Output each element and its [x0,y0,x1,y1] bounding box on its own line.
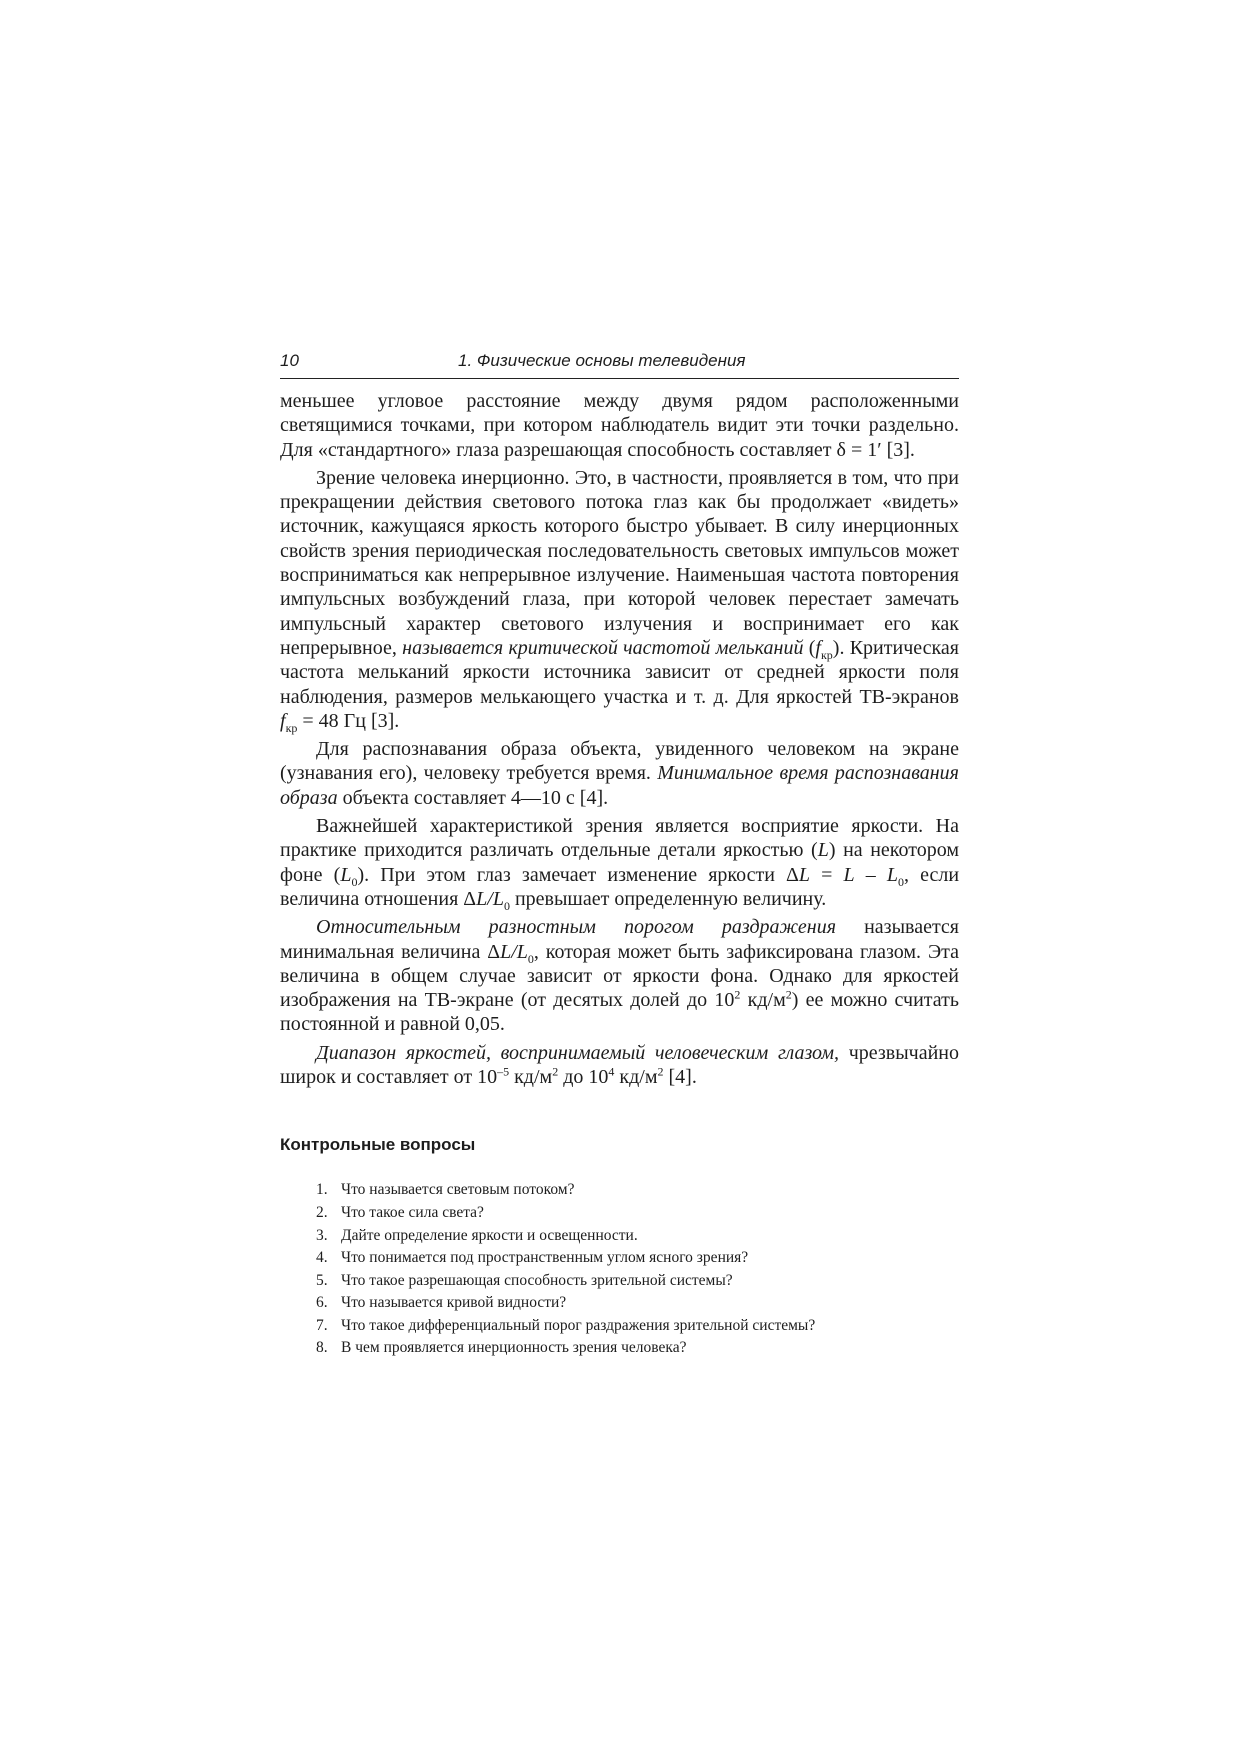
questions-list [280,1179,959,1360]
list-item: 8. В чем проявляется инерционность зрения человека? [316,1339,687,1357]
page-number: 10 [280,351,299,370]
running-header [280,348,959,379]
paragraph-threshold: Относительным разностным порогом раздражения называется минимальная величина $\Delta L/L_0$, которая может быть зафиксирована глазом. Эта величина в общем случае зависит от яркости фона. Однако для яркостей изображения на ТВ-экране (от десятых долей до $10^2$ $кд/м^2$) ее можно считать постоянной и равной 0,05. [280,916,960,1036]
term-critical-flicker: называется критической частотой мельканий [402,636,804,659]
paragraph-range: Диапазон яркостей, воспринимаемый человеческим глазом, чрезвычайно широк и составляет от $10^{-5}$ $кд/м^2$ до $10^4$ $кд/м^2$ [4]. [280,1041,959,1089]
body-text [280,389,959,1089]
section-heading: Контрольные вопросы [280,1135,476,1155]
term-threshold: Относительным разностным порогом раздражения [316,916,836,939]
paragraph-inertia: Зрение человека инерционно. Это, в частности, проявляется в том, что при прекращении действия светового потока глаз как бы продолжает «видеть» источник, кажущаяся яркость которого быстро убывает. В силу инерционных свойств зрения периодическая последовательность световых импульсов может восприниматься как непрерывное излучение. Наименьшая частота повторения импульсных возбуждений глаза, при которой человек перестает замечать импульсный характер светового излучения и воспринимает его как непрерывное, называется критической частотой мельканий $(f_{кр})$. Критическая частота мельканий яркости источника зависит от средней яркости поля наблюдения, размеров мелькающего участка и т. д. Для яркостей ТВ-экранов $f_{кр} = 48$ Гц [3]. [280,466,960,735]
list-item: 7. Что такое дифференциальный порог раздражения зрительной системы? [316,1316,816,1334]
list-item: 1. Что называется световым потоком? [316,1181,575,1199]
chapter-title: 1. Физические основы телевидения [458,351,746,370]
list-item: 3. Дайте определение яркости и освещенности. [316,1226,638,1244]
paragraph-recognition: Для распознавания образа объекта, увиденного человеком на экране (узнавания его), человеку требуется время. Минимальное время распознавания образа объекта составляет 4—10 с [4]. [280,738,959,809]
term-range: Диапазон яркостей, воспринимаемый человеческим глазом, [316,1041,840,1064]
term-recognition-time: Минимальное время распознавания образа [280,762,959,809]
page [280,348,959,1360]
paragraph-brightness: Важнейшей характеристикой зрения является восприятие яркости. На практике приходится различать отдельные детали яркостью (L) на некотором фоне $(L_0)$. При этом глаз замечает изменение яркости $\Delta L = L - L_0$, если величина отношения $\Delta L/L_0$ превышает определенную величину. [280,815,960,913]
list-item: 6. Что называется кривой видности? [316,1294,567,1312]
list-item: 4. Что понимается под пространственным углом ясного зрения? [316,1249,749,1267]
paragraph-resolution [280,389,959,462]
list-item: 5. Что такое разрешающая способность зрительной системы? [316,1271,733,1289]
paragraph-text: меньшее угловое расстояние между двумя рядом расположенными светящимися точками, при котором наблюдатель видит эти точки раздельно. Для «стандартного» глаза разрешающая способность составляет δ = 1′ [3]. [280,390,959,461]
list-item: 2. Что такое сила света? [316,1203,484,1221]
